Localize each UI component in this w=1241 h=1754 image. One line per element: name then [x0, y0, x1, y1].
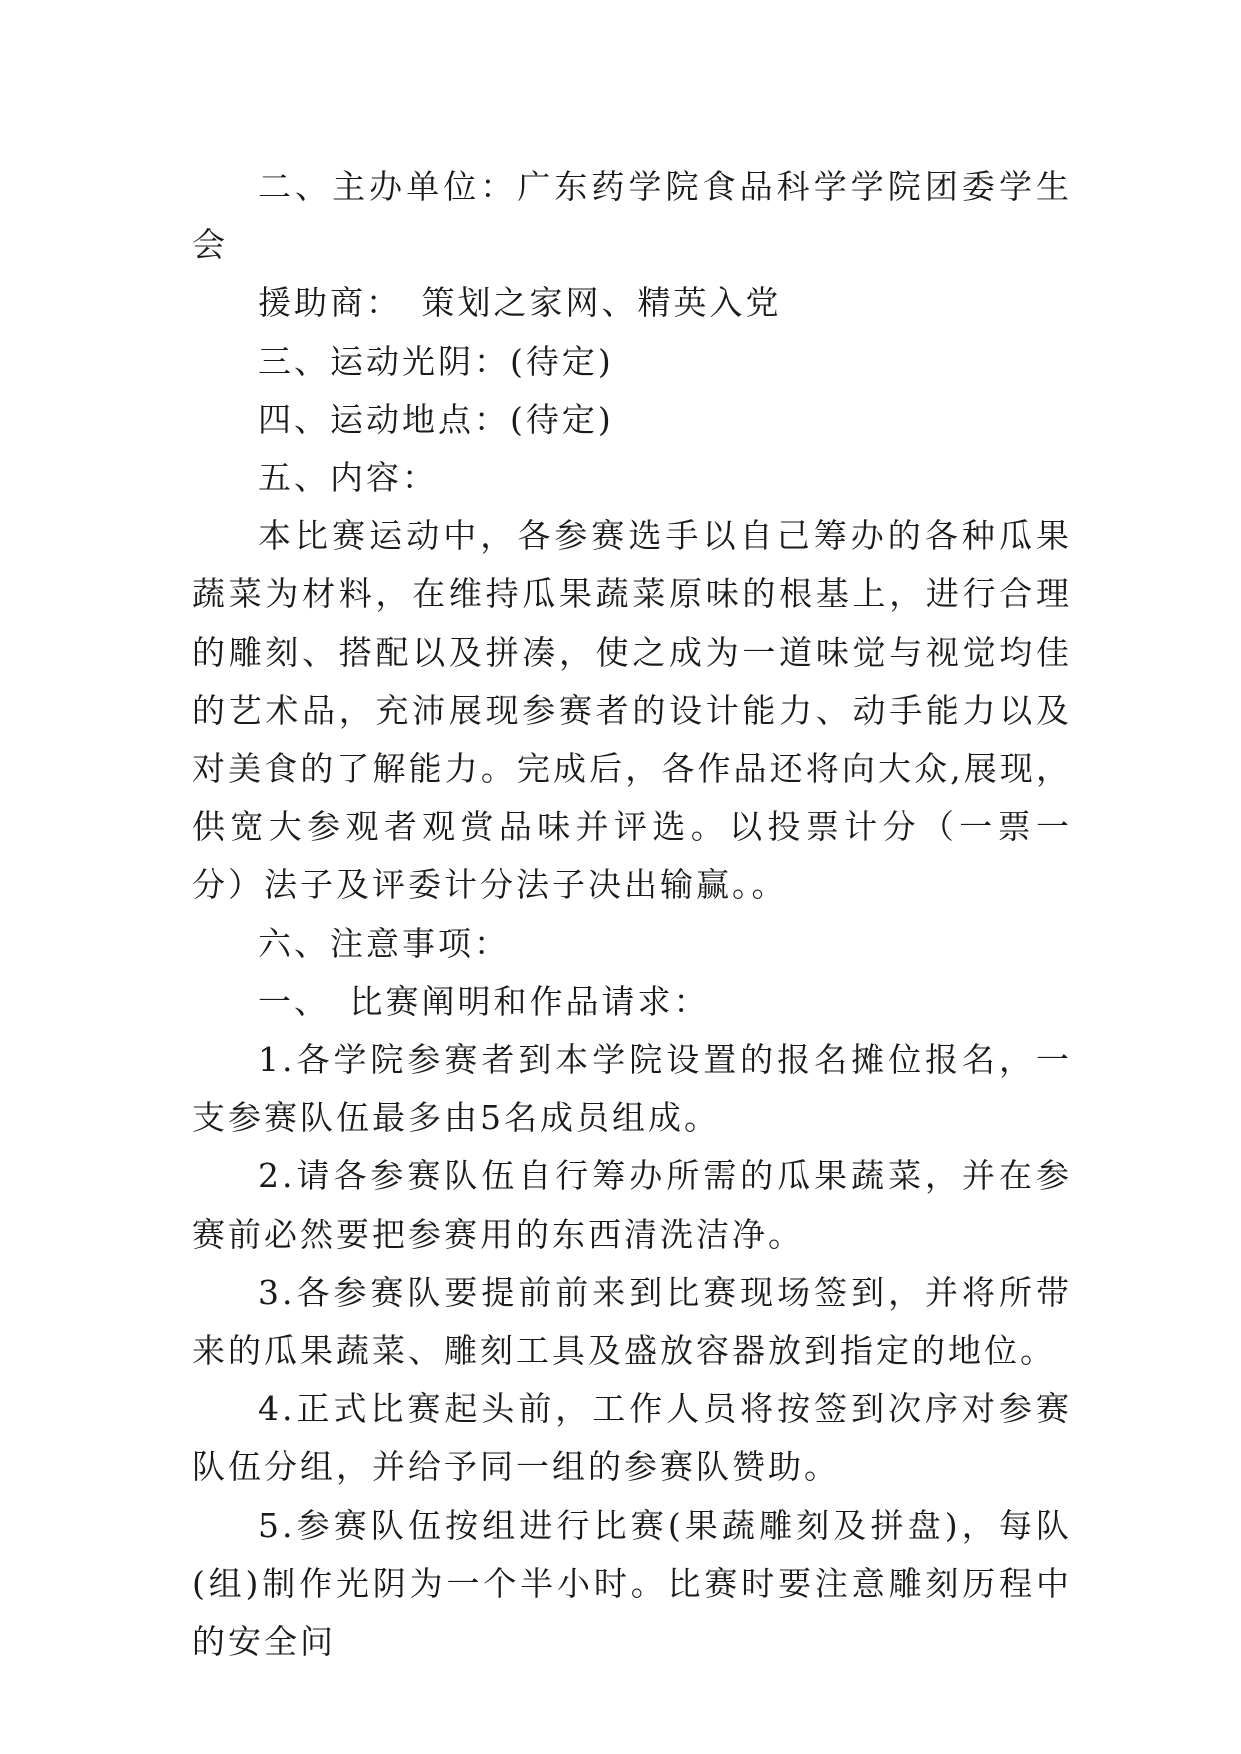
paragraph-time: 三、运动光阴：(待定) — [258, 341, 614, 381]
paragraph-rule-5: 5.参赛队伍按组进行比赛(果蔬雕刻及拼盘)，每队(组)制作光阴为一个半小时。比赛时要注意雕刻历程中的安全问 — [192, 1505, 1072, 1662]
paragraph-rules-heading: 一、 比赛阐明和作品请求： — [258, 981, 710, 1021]
document-body — [192, 158, 1072, 1671]
paragraph-rule-3: 3.各参赛队要提前前来到比赛现场签到，并将所带来的瓜果蔬菜、雕刻工具及盛放容器放到指定的地位。 — [192, 1272, 1072, 1371]
paragraph-organizer: 二、主办单位：广东药学院食品科学学院团委学生会 — [192, 167, 1072, 265]
paragraph-rule-1: 1.各学院参赛者到本学院设置的报名摊位报名，一支参赛队伍最多由5名成员组成。 — [192, 1040, 1072, 1138]
paragraph-sponsor: 援助商： 策划之家网、精英入党 — [258, 283, 782, 323]
paragraph-rule-2: 2.请各参赛队伍自行筹办所需的瓜果蔬菜，并在参赛前必然要把参赛用的东西清洗洁净。 — [192, 1156, 1072, 1254]
paragraph-location: 四、运动地点：(待定) — [258, 399, 614, 439]
paragraph-notes-heading: 六、注意事项： — [258, 923, 510, 963]
paragraph-content-heading: 五、内容： — [258, 458, 438, 498]
paragraph-rule-4: 4.正式比赛起头前，工作人员将按签到次序对参赛队伍分组，并给予同一组的参赛队赞助。 — [192, 1389, 1072, 1487]
paragraph-content-body: 本比赛运动中，各参赛选手以自己筹办的各种瓜果蔬菜为材料，在维持瓜果蔬菜原味的根基上，进行合理的雕刻、搭配以及拼凑，使之成为一道味觉与视觉均佳的艺术品，充沛展现参赛者的设计能力、动手能力以及对美食的了解能力。完成后，各作品还将向大众,展现，供宽大参观者观赏品味并评选。以投票计分（一票一分）法子及评委计分法子决出输赢。。 — [192, 516, 1072, 905]
